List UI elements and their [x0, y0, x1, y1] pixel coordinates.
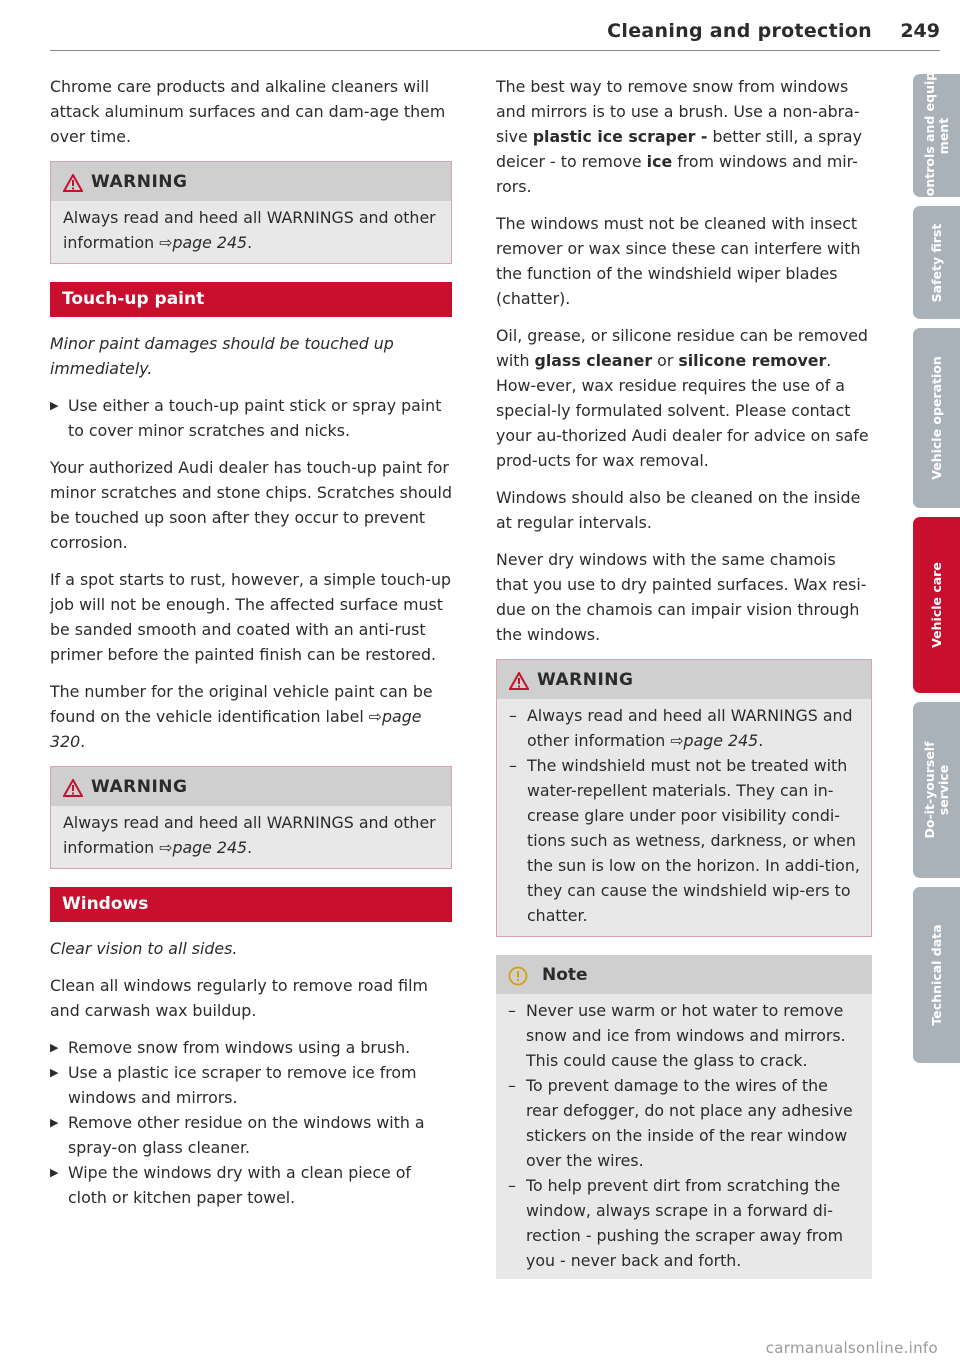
warning-triangle-icon — [63, 174, 83, 192]
warning-title: WARNING — [91, 172, 188, 192]
list-item — [508, 1073, 862, 1173]
triangle-bullet-icon: ▶ — [50, 1166, 59, 1179]
tab-do-it-yourself-service[interactable] — [913, 702, 960, 878]
bold-term: glass cleaner — [534, 351, 653, 370]
tab-label: Controls and equip- ment — [921, 66, 951, 205]
list-item — [50, 1160, 452, 1210]
note-header — [496, 955, 872, 994]
tab-label: Do-it-yourself service — [921, 741, 951, 839]
list-item-text: Use either a touch-up paint stick or spray paint to cover minor scratches and nicks. — [68, 396, 442, 440]
list-item — [50, 1060, 452, 1110]
dash-bullet: – — [508, 1176, 516, 1195]
dash-bullet: – — [509, 756, 517, 775]
paragraph-text: The number for the original vehicle paint can be found on the vehicle identification label — [50, 682, 433, 726]
tab-label: Vehicle operation — [928, 356, 944, 480]
warning-body — [51, 201, 451, 263]
touchup-steps — [50, 393, 452, 443]
bold-term: plastic ice scraper - — [532, 127, 708, 146]
touchup-paragraph-3 — [50, 679, 452, 754]
triangle-bullet-icon: ▶ — [50, 1116, 59, 1129]
right-paragraph-5: Never dry windows with the same chamois that you use to dry painted surfaces. Wax resi-due on the chamois can impair vision through the windows. — [496, 550, 867, 644]
page-reference-link[interactable]: ⇨page 245 — [670, 731, 759, 750]
list-item-text: The windshield must not be treated with water-repellent materials. They can in-crease glare under poor visibility condi-tions such as wetness, darkness, or when the sun is low on the horizon. In addi-tion, they can cause the windshield wip-ers to chatter. — [527, 756, 860, 925]
right-paragraph-4: Windows should also be cleaned on the inside at regular intervals. — [496, 488, 861, 532]
list-item — [50, 1035, 452, 1060]
bold-term: silicone remover — [678, 351, 827, 370]
list-item — [508, 998, 862, 1073]
touchup-subtitle: Minor paint damages should be touched up immediately. — [50, 334, 394, 378]
list-item — [50, 393, 452, 443]
list-item — [509, 703, 861, 753]
tab-controls-and-equipment[interactable] — [913, 66, 960, 205]
tab-vehicle-care[interactable] — [913, 517, 960, 693]
list-item-text: Always read and heed all WARNINGS and other information — [527, 706, 853, 750]
tab-label: Vehicle care — [928, 562, 944, 648]
list-item-text: Use a plastic ice scraper to remove ice from windows and mirrors. — [68, 1063, 417, 1107]
intro-paragraph: Chrome care products and alkaline cleaners will attack aluminum surfaces and can dam-age them over time. — [50, 77, 446, 146]
list-item-text: Wipe the windows dry with a clean piece of cloth or kitchen paper towel. — [68, 1163, 411, 1207]
watermark: carmanualsonline.info — [765, 1339, 938, 1357]
note-title: Note — [542, 965, 588, 985]
list-item-text-end: . — [758, 731, 764, 750]
page-reference-link[interactable]: ⇨page 245 — [159, 838, 248, 857]
warning-box — [50, 766, 452, 869]
paragraph-text: Oil, grease, or silicone residue can be removed with — [496, 326, 868, 370]
left-column — [50, 74, 452, 1222]
tab-label: Technical data — [928, 924, 944, 1026]
right-paragraph-1 — [496, 74, 872, 199]
page-reference-link[interactable]: ⇨page 320 — [50, 707, 422, 751]
paragraph-text-end: . — [80, 732, 86, 751]
tab-safety-first[interactable] — [913, 206, 960, 319]
touchup-paragraph-1: Your authorized Audi dealer has touch-up paint for minor scratches and stone chips. Scratches should be touched up soon after they occur to prevent corrosion. — [50, 458, 452, 552]
triangle-bullet-icon: ▶ — [50, 399, 59, 412]
chapter-tabs — [913, 66, 960, 1072]
warning-triangle-icon — [509, 672, 529, 690]
right-column — [496, 74, 872, 1279]
section-heading-windows: Windows — [50, 887, 452, 922]
warning-text: Always read and heed all WARNINGS and other information — [63, 813, 436, 857]
list-item-text: Never use warm or hot water to remove snow and ice from windows and mirrors. This could cause the glass to crack. — [526, 1001, 846, 1070]
warning-header — [497, 660, 871, 699]
right-paragraph-2: The windows must not be cleaned with insect remover or wax since these can interfere with the function of the windshield wiper blades (chatter). — [496, 214, 861, 308]
warning-header — [51, 767, 451, 806]
triangle-bullet-icon: ▶ — [50, 1041, 59, 1054]
note-circle-icon — [508, 966, 528, 986]
tab-label: Safety first — [928, 223, 944, 302]
list-item — [508, 1173, 862, 1273]
note-body — [496, 994, 872, 1279]
windows-subtitle: Clear vision to all sides. — [50, 939, 238, 958]
paragraph-text: or — [652, 351, 679, 370]
windows-paragraph-1: Clean all windows regularly to remove road film and carwash wax buildup. — [50, 976, 428, 1020]
list-item-text: To help prevent dirt from scratching the window, always scrape in a forward di-rection - pushing the scraper away from you - never back and forth. — [526, 1176, 843, 1270]
list-item-text: Remove other residue on the windows with a spray-on glass cleaner. — [68, 1113, 425, 1157]
paragraph-text: from windows and mir-rors. — [496, 152, 858, 196]
section-title: Cleaning and protection — [607, 20, 872, 42]
dash-bullet: – — [508, 1076, 516, 1095]
dash-bullet: – — [509, 706, 517, 725]
note-list — [508, 998, 862, 1273]
list-item — [50, 1110, 452, 1160]
warning-text-end: . — [247, 838, 253, 857]
list-item — [509, 753, 861, 928]
warning-triangle-icon — [63, 779, 83, 797]
note-box — [496, 955, 872, 1279]
paragraph-text: . How-ever, wax residue requires the use of a special-ly formulated solvent. Please contact your au-thorized Audi dealer for advice on safe prod-ucts for wax removal. — [496, 351, 869, 470]
tab-technical-data[interactable] — [913, 887, 960, 1063]
bold-term: ice — [646, 152, 673, 171]
paragraph-text: better still, a spray deicer - to remove — [496, 127, 862, 171]
windows-steps — [50, 1035, 452, 1210]
dash-bullet: – — [508, 1001, 516, 1020]
page-reference-link[interactable]: ⇨page 245 — [159, 233, 248, 252]
triangle-bullet-icon: ▶ — [50, 1066, 59, 1079]
page-header — [50, 20, 940, 51]
touchup-paragraph-2: If a spot starts to rust, however, a simple touch-up job will not be enough. The affected surface must be sanded smooth and coated with an anti-rust primer before the painted finish can be restored. — [50, 570, 452, 664]
warning-text-end: . — [247, 233, 253, 252]
warning-box — [496, 659, 872, 937]
warning-box — [50, 161, 452, 264]
page-number: 249 — [900, 20, 940, 42]
warning-header — [51, 162, 451, 201]
list-item-text: Remove snow from windows using a brush. — [68, 1038, 411, 1057]
right-paragraph-3 — [496, 323, 872, 473]
warning-list — [509, 703, 861, 928]
warning-title: WARNING — [537, 670, 634, 690]
section-heading-touchup: Touch-up paint — [50, 282, 452, 317]
warning-body — [497, 699, 871, 936]
warning-body — [51, 806, 451, 868]
paragraph-text: The best way to remove snow from windows and mirrors is to use a brush. Use a non-abra-sive — [496, 77, 860, 146]
list-item-text: To prevent damage to the wires of the rear defogger, do not place any adhesive stickers on the inside of the rear window over the wires. — [526, 1076, 853, 1170]
warning-text: Always read and heed all WARNINGS and other information — [63, 208, 436, 252]
warning-title: WARNING — [91, 777, 188, 797]
tab-vehicle-operation[interactable] — [913, 328, 960, 508]
